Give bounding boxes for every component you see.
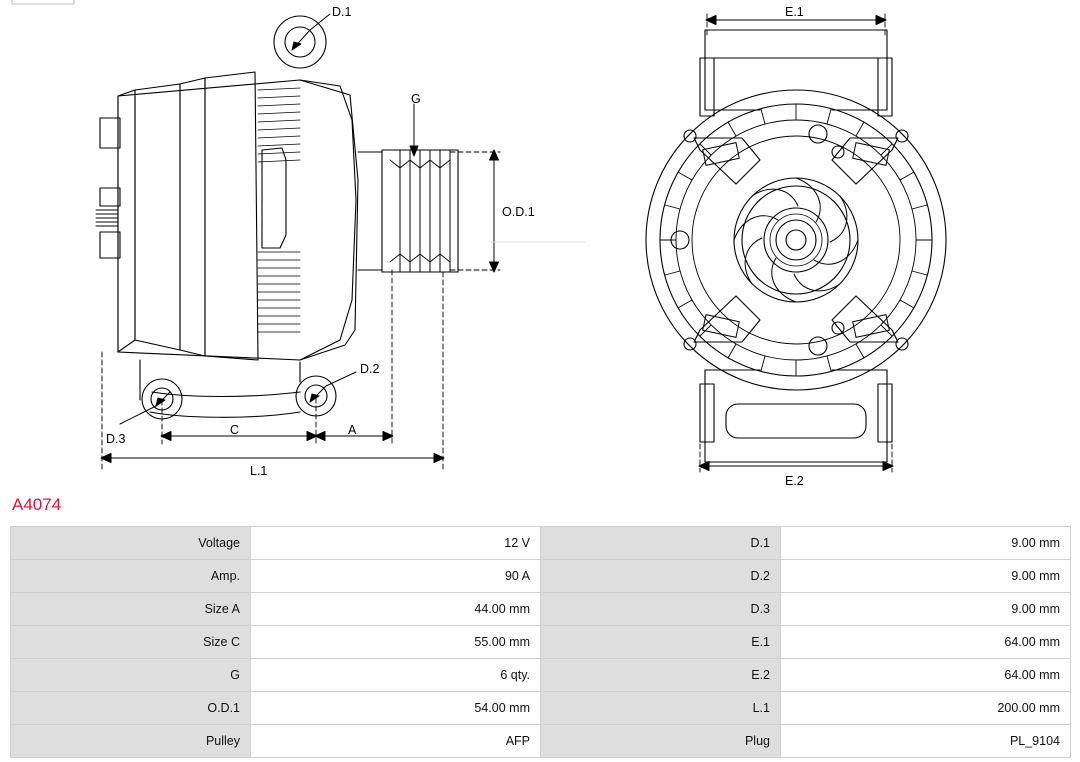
table-row bbox=[11, 527, 1071, 560]
table-row bbox=[11, 659, 1071, 692]
part-number: A4074 bbox=[12, 495, 62, 514]
spec-key: E.1 bbox=[541, 626, 781, 659]
spec-key: O.D.1 bbox=[11, 692, 251, 725]
spec-key: D.3 bbox=[541, 593, 781, 626]
dimension-label-e1: E.1 bbox=[785, 5, 804, 19]
spec-key: Amp. bbox=[11, 560, 251, 593]
spec-value: 200.00 mm bbox=[781, 692, 1071, 725]
spec-key: L.1 bbox=[541, 692, 781, 725]
dimension-label-c: C bbox=[230, 423, 240, 437]
table-row bbox=[11, 560, 1071, 593]
spec-value: 9.00 mm bbox=[781, 593, 1071, 626]
table-row bbox=[11, 593, 1071, 626]
dimension-label-e2: E.2 bbox=[785, 474, 804, 488]
spec-key: D.2 bbox=[541, 560, 781, 593]
table-row bbox=[11, 692, 1071, 725]
dimension-label-od1: O.D.1 bbox=[502, 205, 535, 219]
spec-key: Size C bbox=[11, 626, 251, 659]
spec-value: 64.00 mm bbox=[781, 626, 1071, 659]
spec-value: 55.00 mm bbox=[251, 626, 541, 659]
dimension-label-d3: D.3 bbox=[106, 432, 126, 446]
spec-key: E.2 bbox=[541, 659, 781, 692]
spec-key: D.1 bbox=[541, 527, 781, 560]
spec-key: Voltage bbox=[11, 527, 251, 560]
dimension-label-g: G bbox=[411, 92, 421, 106]
spec-value: 12 V bbox=[251, 527, 541, 560]
side-view bbox=[96, 14, 585, 470]
dimension-label-d2: D.2 bbox=[360, 362, 380, 376]
spec-value: 90 A bbox=[251, 560, 541, 593]
spec-value: 9.00 mm bbox=[781, 560, 1071, 593]
specifications-table bbox=[10, 526, 1071, 758]
dimension-label-l1: L.1 bbox=[250, 464, 268, 478]
table-row bbox=[11, 725, 1071, 758]
spec-value: 54.00 mm bbox=[251, 692, 541, 725]
spec-value: 44.00 mm bbox=[251, 593, 541, 626]
spec-key: G bbox=[11, 659, 251, 692]
spec-value: 9.00 mm bbox=[781, 527, 1071, 560]
spec-key: Plug bbox=[541, 725, 781, 758]
dimension-label-d1: D.1 bbox=[332, 5, 352, 19]
spec-value: AFP bbox=[251, 725, 541, 758]
spec-key: Size A bbox=[11, 593, 251, 626]
corner-fragment bbox=[12, 0, 74, 4]
spec-value: 6 qty. bbox=[251, 659, 541, 692]
dimension-label-a: A bbox=[348, 423, 357, 437]
table-row bbox=[11, 626, 1071, 659]
front-view bbox=[646, 14, 946, 472]
spec-key: Pulley bbox=[11, 725, 251, 758]
spec-value: PL_9104 bbox=[781, 725, 1071, 758]
spec-value: 64.00 mm bbox=[781, 659, 1071, 692]
